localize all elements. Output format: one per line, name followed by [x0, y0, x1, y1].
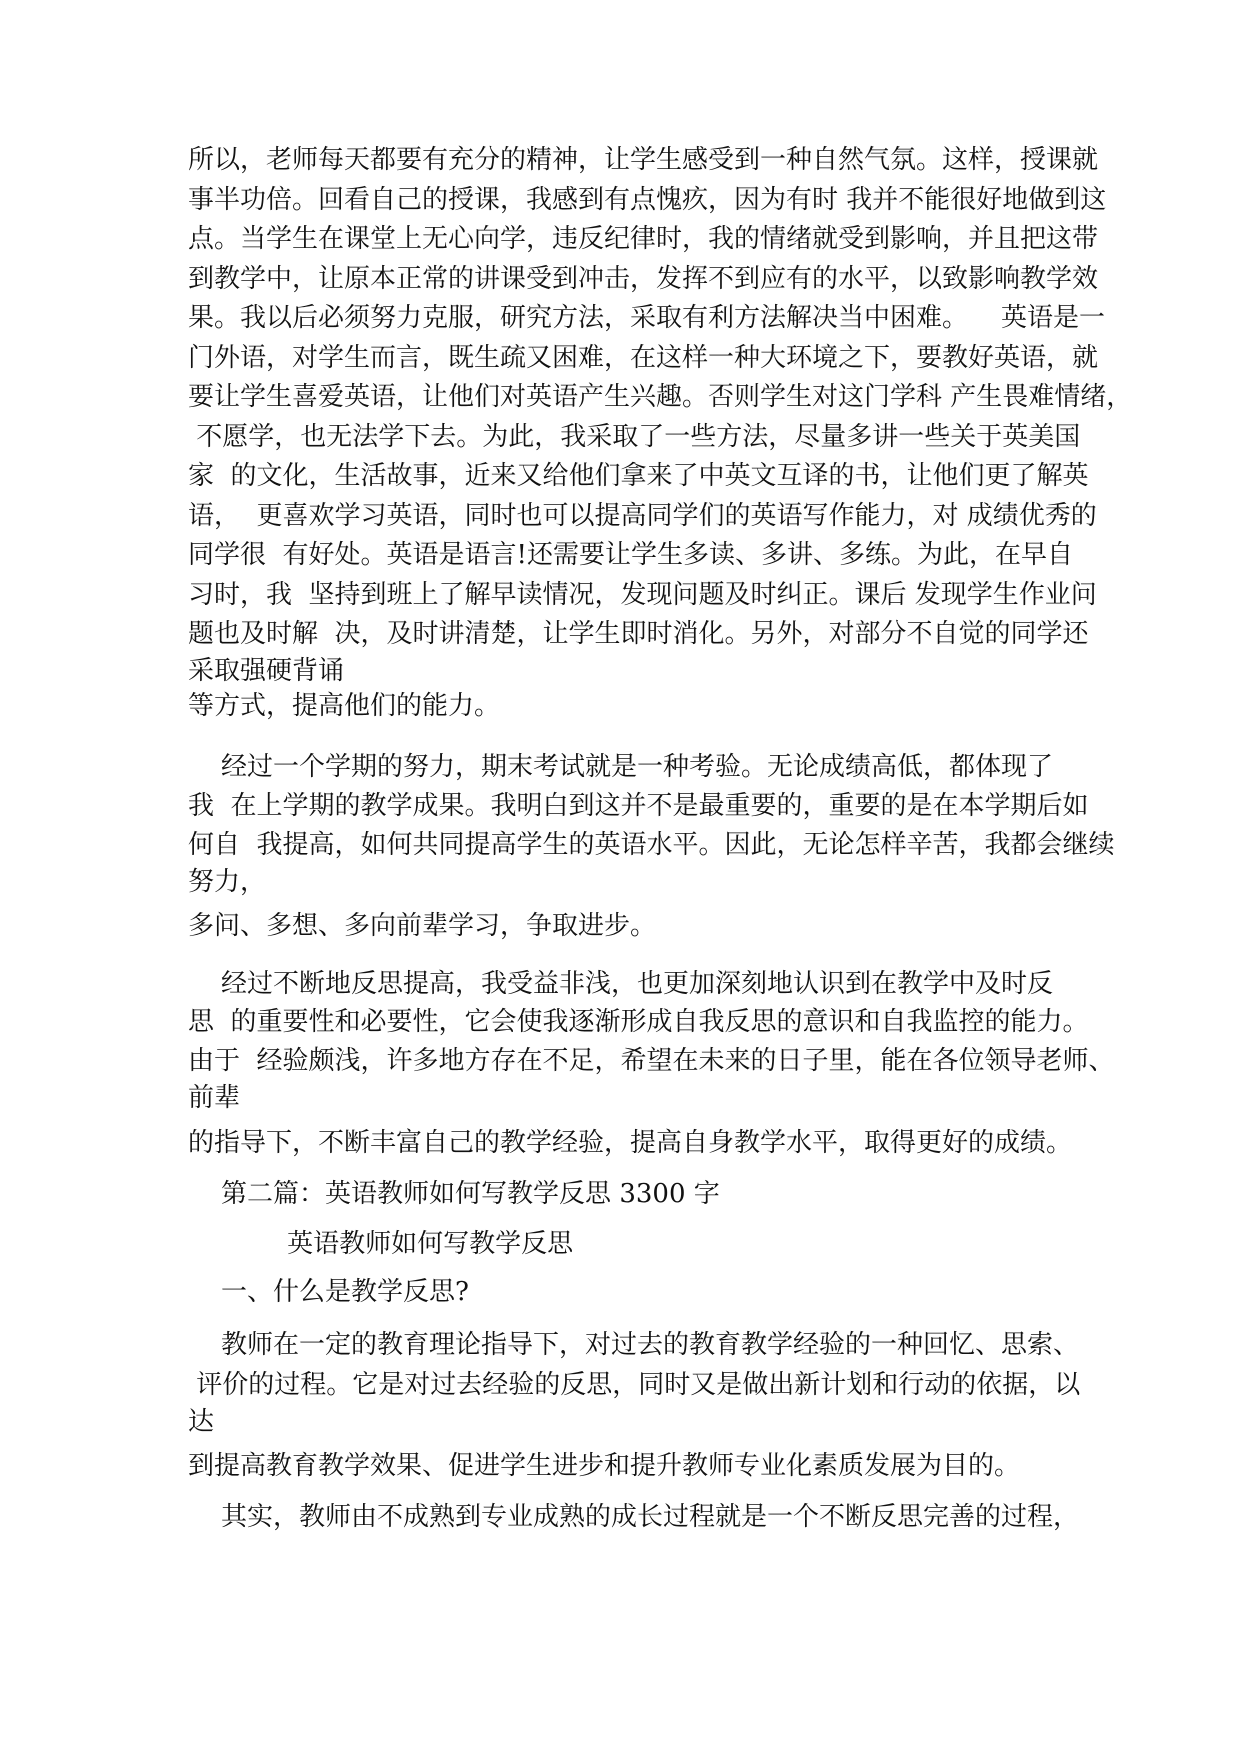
text-line: 要让学生喜爱英语，让他们对英语产生兴趣。否则学生对这门学科 产生畏难情绪， — [188, 382, 1133, 412]
text-line: 到提高教育教学效果、促进学生进步和提升教师专业化素质发展为目的。 — [188, 1451, 1021, 1481]
text-line: 经过不断地反思提高，我受益非浅，也更加深刻地认识到在教学中及时反 — [188, 969, 1054, 999]
text-line: 经过一个学期的努力，期末考试就是一种考验。无论成绩高低，都体现了 — [188, 752, 1054, 782]
section-heading: 第二篇：英语教师如何写教学反思 3300 字 — [188, 1179, 720, 1209]
text-line: 教师在一定的教育理论指导下，对过去的教育教学经验的一种回忆、思索、 — [188, 1330, 1080, 1360]
text-line: 所以，老师每天都要有充分的精神，让学生感受到一种自然气氛。这样，授课就 — [188, 145, 1099, 175]
text-line: 评价的过程。它是对过去经验的反思，同时又是做出新计划和行动的依据，以 — [188, 1370, 1081, 1400]
article-title: 英语教师如何写教学反思 — [188, 1229, 574, 1259]
text-line: 门外语，对学生而言，既生疏又困难，在这样一种大环境之下，要教好英语，就 — [188, 343, 1099, 373]
text-line: 何自 我提高，如何共同提高学生的英语水平。因此，无论怎样辛苦，我都会继续 — [188, 830, 1115, 860]
text-line: 达 — [188, 1407, 215, 1437]
text-line: 不愿学，也无法学下去。为此，我采取了一些方法，尽量多讲一些关于英美国 — [188, 422, 1081, 452]
subheading: 一、什么是教学反思? — [188, 1277, 469, 1307]
text-line: 采取强硬背诵 — [188, 656, 345, 686]
text-line: 果。我以后必须努力克服，研究方法，采取有利方法解决当中困难。 英语是一 — [188, 303, 1106, 333]
text-line: 我 在上学期的教学成果。我明白到这并不是最重要的，重要的是在本学期后如 — [188, 791, 1089, 821]
text-line: 点。当学生在课堂上无心向学，违反纪律时，我的情绪就受到影响，并且把这带 — [188, 224, 1099, 254]
text-line: 家 的文化，生活故事，近来又给他们拿来了中英文互译的书，让他们更了解英 — [188, 461, 1089, 491]
text-line: 习时，我 坚持到班上了解早读情况，发现问题及时纠正。课后 发现学生作业问 — [188, 580, 1097, 610]
text-line: 多问、多想、多向前辈学习，争取进步。 — [188, 911, 657, 941]
text-line: 等方式，提高他们的能力。 — [188, 691, 501, 721]
text-line: 同学很 有好处。英语是语言!还需要让学生多读、多讲、多练。为此，在早自 — [188, 540, 1073, 570]
text-line: 思 的重要性和必要性，它会使我逐渐形成自我反思的意识和自我监控的能力。 — [188, 1007, 1089, 1037]
text-line: 题也及时解 决，及时讲清楚，让学生即时消化。另外，对部分不自觉的同学还 — [188, 619, 1089, 649]
text-line: 语， 更喜欢学习英语，同时也可以提高同学们的英语写作能力，对 成绩优秀的 — [188, 501, 1097, 531]
text-line: 由于 经验颇浅，许多地方存在不足，希望在未来的日子里，能在各位领导老师、 — [188, 1046, 1115, 1076]
text-line: 到教学中，让原本正常的讲课受到冲击，发挥不到应有的水平，以致影响教学效 — [188, 264, 1099, 294]
text-line: 其实，教师由不成熟到专业成熟的成长过程就是一个不断反思完善的过程， — [188, 1502, 1080, 1532]
text-line: 的指导下，不断丰富自己的教学经验，提高自身教学水平，取得更好的成绩。 — [188, 1128, 1073, 1158]
text-line: 前辈 — [188, 1083, 241, 1113]
text-line: 事半功倍。回看自己的授课，我感到有点愧疚，因为有时 我并不能很好地做到这 — [188, 185, 1107, 215]
text-line: 努力， — [188, 867, 267, 897]
